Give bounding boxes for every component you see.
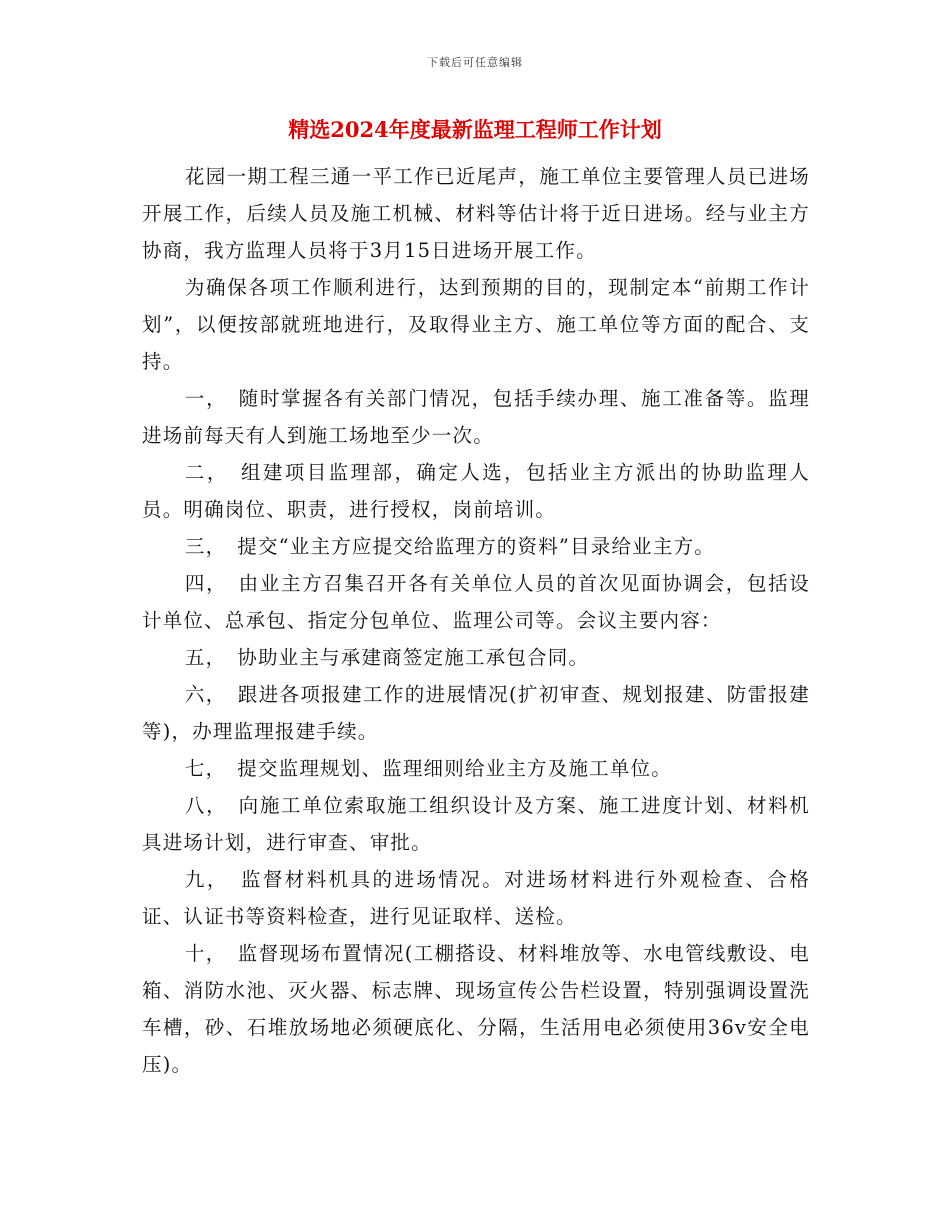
paragraph-item-4: 四， 由业主方召集召开各有关单位人员的首次见面协调会，包括设计单位、总承包、指定分包单位、监理公司等。会议主要内容：	[142, 572, 810, 632]
paragraph-item-3: 三， 提交“业主方应提交给监理方的资料”目录给业主方。	[184, 535, 715, 558]
paragraph-purpose: 为确保各项工作顺利进行，达到预期的目的，现制定本“前期工作计划”，以便按部就班地进行，及取得业主方、施工单位等方面的配合、支持。	[142, 276, 810, 373]
paragraph-item-5: 五， 协助业主与承建商签定施工承包合同。	[184, 646, 590, 669]
paragraph-item-2: 二， 组建项目监理部，确定人选，包括业主方派出的协助监理人员。明确岗位、职责，进行授权，岗前培训。	[142, 461, 810, 521]
paragraph-item-7: 七， 提交监理规划、监理细则给业主方及施工单位。	[184, 757, 672, 780]
paragraph-item-10: 十， 监督现场布置情况(工棚搭设、材料堆放等、水电管线敷设、电箱、消防水池、灭火器、标志牌、现场宣传公告栏设置，特别强调设置洗车槽，砂、石堆放场地必须硬底化、分隔，生活用电必须使用36v安全电压)。	[142, 942, 810, 1076]
paragraph-item-6: 六， 跟进各项报建工作的进展情况(扩初审查、规划报建、防雷报建等)，办理监理报建手续。	[142, 683, 810, 743]
paragraph-item-1: 一， 随时掌握各有关部门情况，包括手续办理、施工准备等。监理进场前每天有人到施工场地至少一次。	[142, 387, 810, 447]
header-note: 下载后可任意编辑	[427, 56, 523, 69]
paragraph-item-9: 九， 监督材料机具的进场情况。对进场材料进行外观检查、合格证、认证书等资料检查，进行见证取样、送检。	[142, 868, 810, 928]
paragraph-intro: 花园一期工程三通一平工作已近尾声，施工单位主要管理人员已进场开展工作，后续人员及施工机械、材料等估计将于近日进场。经与业主方协商，我方监理人员将于3月15日进场开展工作。	[142, 165, 810, 262]
document-body	[142, 158, 810, 1083]
document-title: 精选2024年度最新监理工程师工作计划	[288, 117, 662, 142]
paragraph-item-8: 八， 向施工单位索取施工组织设计及方案、施工进度计划、材料机具进场计划，进行审查、审批。	[142, 794, 810, 854]
